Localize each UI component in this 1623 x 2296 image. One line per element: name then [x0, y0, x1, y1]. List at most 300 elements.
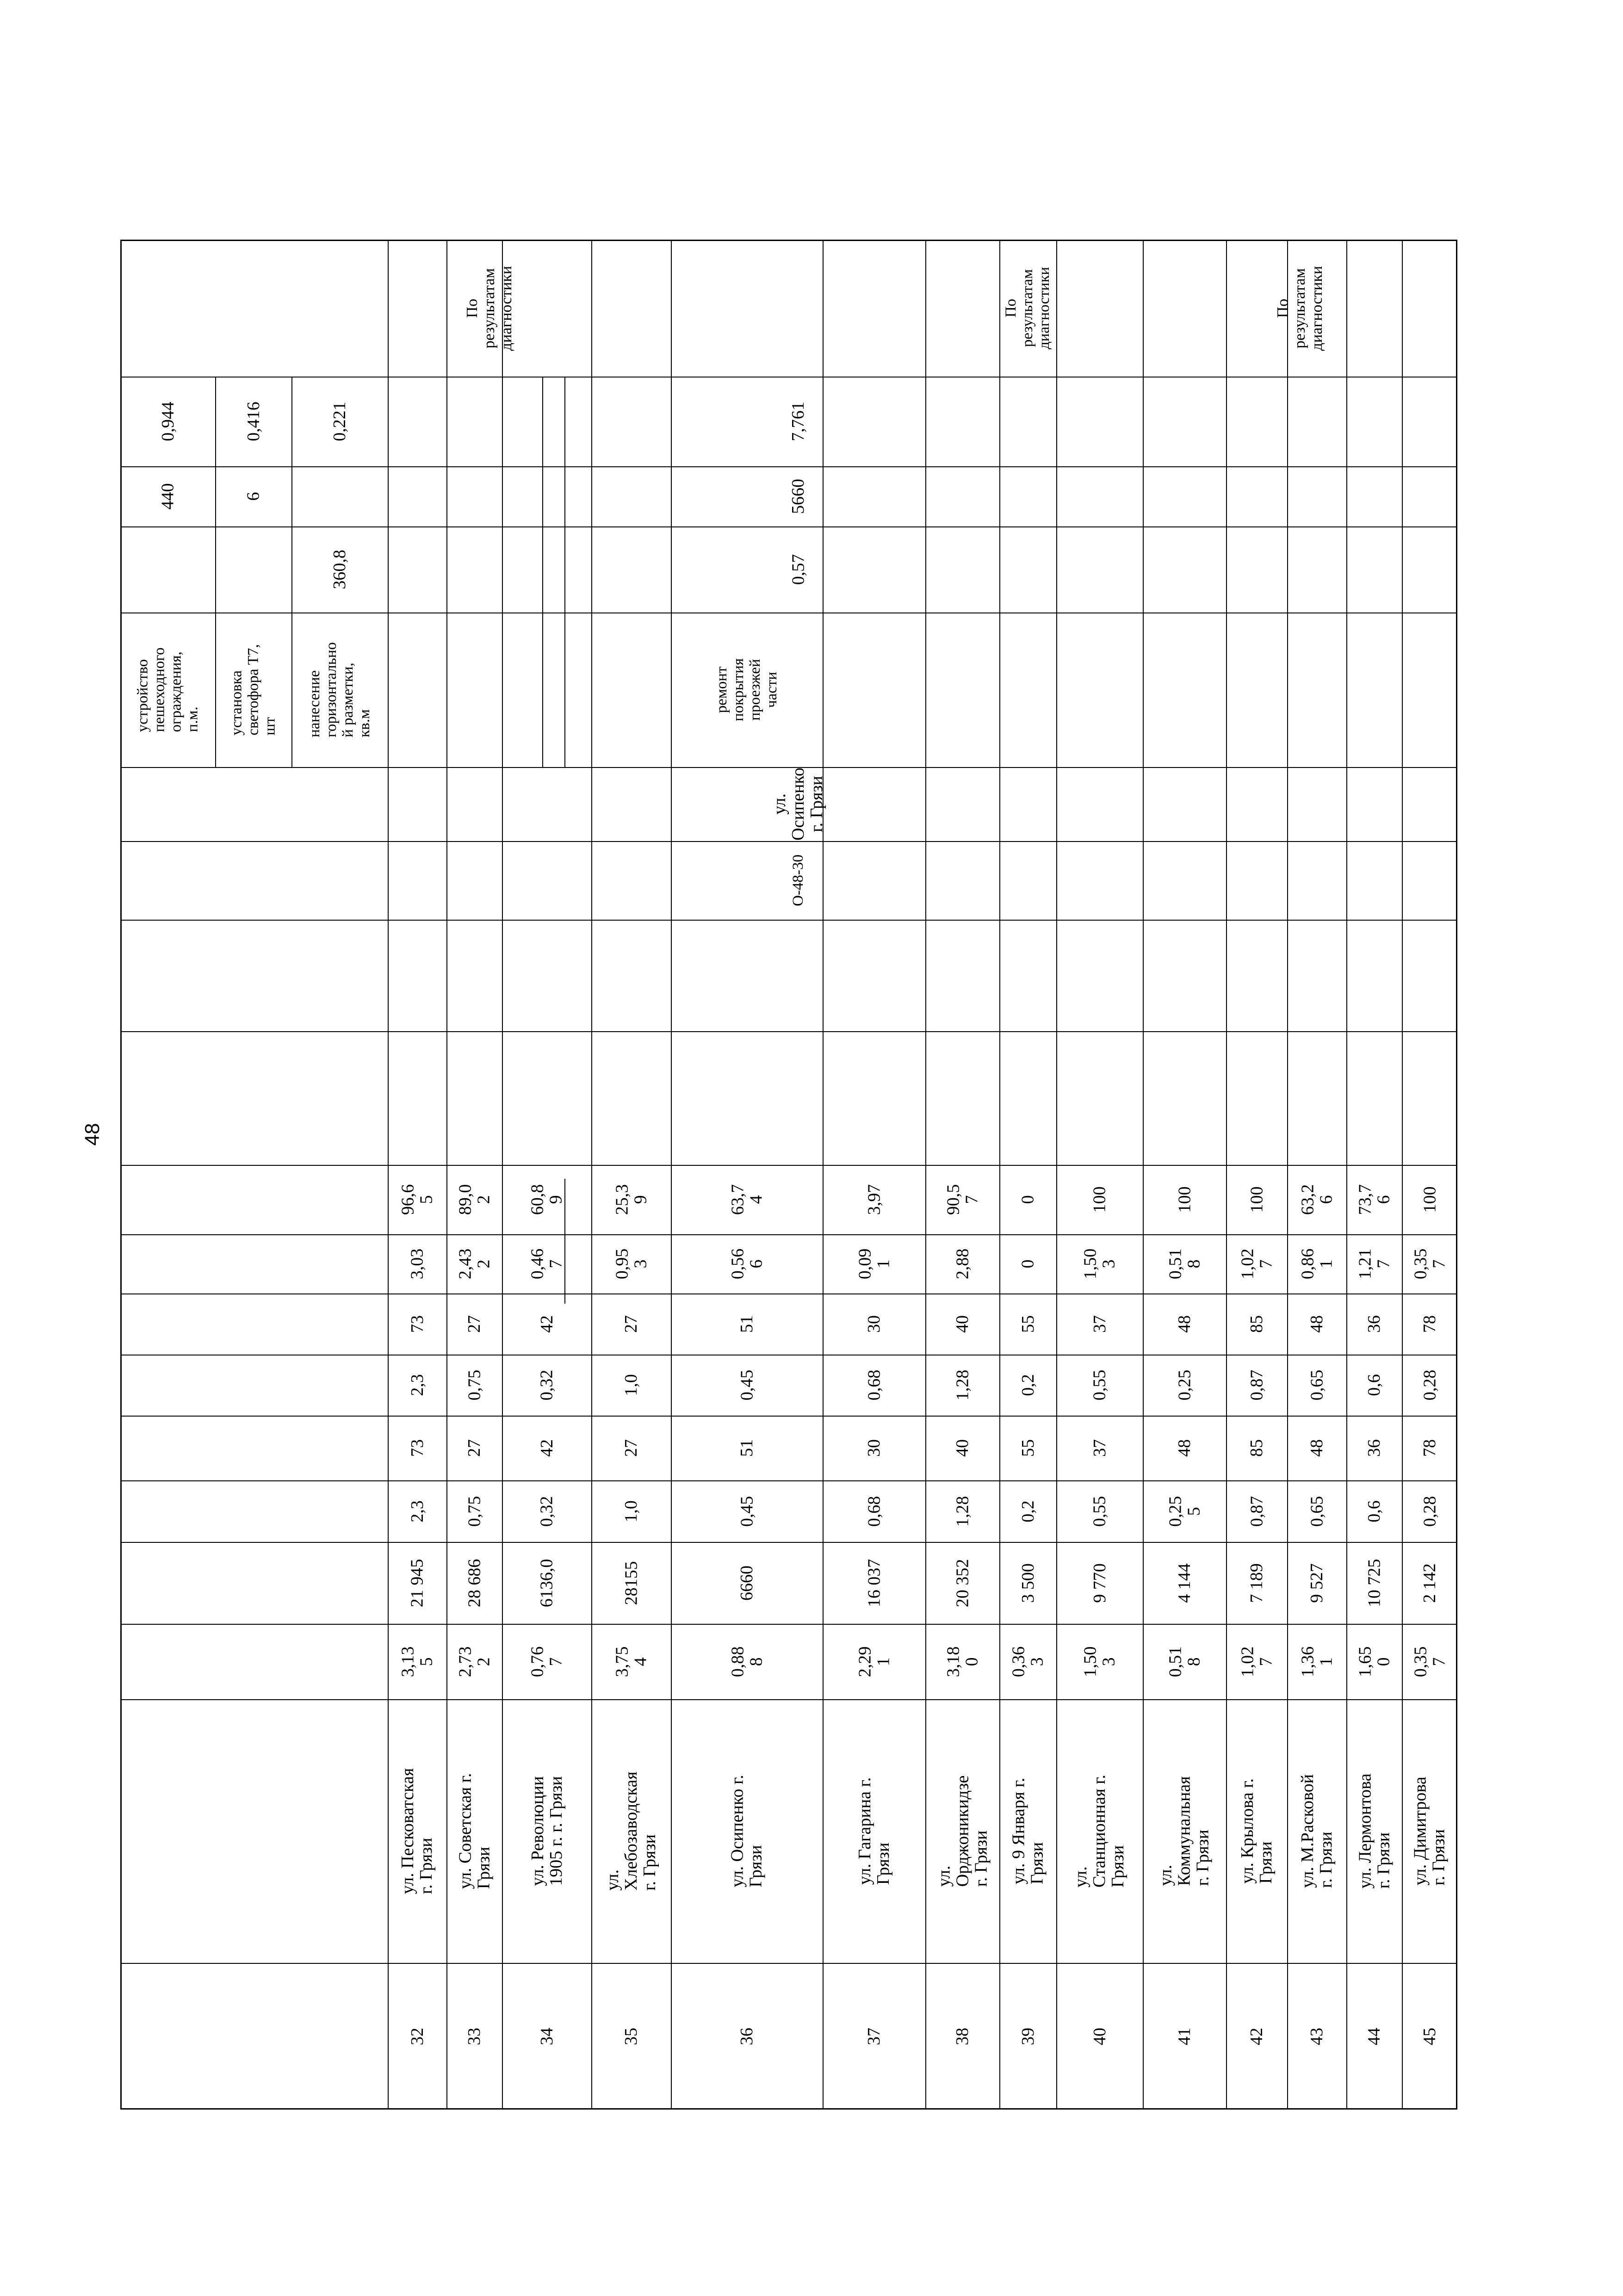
row-45-name	[1402, 1699, 1457, 1963]
row-35-c5	[591, 1234, 671, 1293]
work-qty-2-text: 360,8	[330, 550, 349, 589]
row-37-area-text: 16 037	[864, 1559, 884, 1607]
sub-separator	[542, 377, 543, 767]
row-36-area-text: 6660	[737, 1565, 756, 1601]
row-33-c5-text: 2,43 2	[455, 1248, 493, 1280]
row-43-no-text: 43	[1307, 2027, 1326, 2045]
note-rows-32-34-text: По результатам диагностики	[464, 266, 515, 351]
row-34-c2-text: 42	[537, 1439, 557, 1457]
row-37-c3-text: 0,68	[864, 1369, 884, 1401]
row-41-c5	[1143, 1234, 1226, 1293]
row-32-len-text: 3,13 5	[398, 1646, 436, 1677]
row-42-c4	[1226, 1293, 1287, 1355]
row-39-c2-text: 55	[1018, 1439, 1038, 1457]
row-42-c3-text: 0,87	[1247, 1369, 1266, 1401]
row-38-c1	[925, 1480, 999, 1542]
row-33-c6	[446, 1165, 502, 1234]
row-44-len-text: 1,65 0	[1355, 1646, 1393, 1677]
row-40-c5-text: 1,50 3	[1080, 1248, 1119, 1280]
row-45-c6	[1402, 1165, 1457, 1234]
note-rows-32-34	[388, 240, 591, 377]
row-37-len	[823, 1624, 925, 1699]
row-35-no	[591, 1963, 671, 2110]
row-32-c5-text: 3,03	[407, 1248, 427, 1280]
row-37-area	[823, 1542, 925, 1624]
row-44-c2-text: 36	[1364, 1439, 1384, 1457]
row-45-c1-text: 0,28	[1420, 1496, 1439, 1527]
row-41-c3	[1143, 1355, 1226, 1416]
row-34-c4-text: 42	[537, 1315, 557, 1333]
row-32-c3-text: 2,3	[407, 1374, 427, 1396]
row-42-c6-text: 100	[1247, 1186, 1266, 1213]
row-37-c6-text: 3,97	[864, 1184, 884, 1215]
row-43-area-text: 9 527	[1307, 1563, 1326, 1603]
row-34-c4	[502, 1293, 591, 1355]
row-42-c4-text: 85	[1247, 1315, 1266, 1333]
row-45-c2-text: 78	[1420, 1439, 1439, 1457]
row-35-c4-text: 27	[621, 1315, 641, 1333]
row-37-c1-text: 0,68	[864, 1496, 884, 1527]
row-37-no	[823, 1963, 925, 2110]
row-35-c6	[591, 1165, 671, 1234]
row-34-area	[502, 1542, 591, 1624]
row-44-no	[1346, 1963, 1402, 2110]
row-43-name	[1287, 1699, 1346, 1963]
row-41-c2	[1143, 1416, 1226, 1480]
row-41-c1	[1143, 1480, 1226, 1542]
row-37-len-text: 2,29 1	[855, 1646, 893, 1677]
work-cost-2	[291, 377, 388, 466]
work-cost-1-text: 0,416	[243, 402, 263, 441]
row-45-c1	[1402, 1480, 1457, 1542]
row-34-len-text: 0,76 7	[527, 1646, 566, 1677]
row-38-c2-text: 40	[953, 1439, 972, 1457]
row-38-c3-text: 1,28	[953, 1369, 972, 1401]
row-32-len	[388, 1624, 446, 1699]
row-36-c4-text: 51	[737, 1315, 756, 1333]
row-39-c2	[999, 1416, 1056, 1480]
row-37-name-text: ул. Гагарина г. Грязи	[855, 1777, 893, 1885]
row-39-no	[999, 1963, 1056, 2110]
row-42-area-text: 7 189	[1247, 1563, 1266, 1603]
work-cost-0-text: 0,944	[158, 402, 178, 441]
row-37-name	[823, 1699, 925, 1963]
row-32-name-text: ул. Песковатская г. Грязи	[398, 1768, 436, 1894]
row-45-c5-text: 0,35 7	[1411, 1248, 1449, 1280]
row-40-c6-text: 100	[1090, 1186, 1109, 1213]
work-qty-0-text: 440	[158, 483, 178, 510]
row-42-c6	[1226, 1165, 1287, 1234]
row-42-c1	[1226, 1480, 1287, 1542]
row-40-c2	[1056, 1416, 1143, 1480]
row-33-c1	[446, 1480, 502, 1542]
row-43-c2	[1287, 1416, 1346, 1480]
row-38-no	[925, 1963, 999, 2110]
row-33-area-text: 28 686	[465, 1559, 484, 1607]
row-45-c4	[1402, 1293, 1457, 1355]
row-41-c6-text: 100	[1175, 1186, 1194, 1213]
row-44-area-text: 10 725	[1364, 1559, 1384, 1607]
row-40-c5	[1056, 1234, 1143, 1293]
row-36-c2-text: 51	[737, 1439, 756, 1457]
row-40-c6	[1056, 1165, 1143, 1234]
row-44-c3	[1346, 1355, 1402, 1416]
row-44-c5-text: 1,21 7	[1355, 1248, 1393, 1280]
row-42-c2	[1226, 1416, 1287, 1480]
row-36-c6-text: 63,7 4	[728, 1184, 766, 1215]
row-38-name	[925, 1699, 999, 1963]
row-44-c4	[1346, 1293, 1402, 1355]
row-40-area-text: 9 770	[1090, 1563, 1109, 1603]
row-43-c2-text: 48	[1307, 1439, 1326, 1457]
row-43-area	[1287, 1542, 1346, 1624]
row-44-no-text: 44	[1364, 2027, 1384, 2045]
row-35-area	[591, 1542, 671, 1624]
row-40-c2-text: 37	[1090, 1439, 1109, 1457]
row-32-c3	[388, 1355, 446, 1416]
row-44-c2	[1346, 1416, 1402, 1480]
row-44-c6-text: 73,7 6	[1355, 1184, 1393, 1215]
row-40-c1	[1056, 1480, 1143, 1542]
row-41-c1-text: 0,25 5	[1165, 1496, 1203, 1527]
column-separator	[120, 920, 1457, 921]
row-35-c3	[591, 1355, 671, 1416]
osipenko-code-text: О-48-30	[790, 854, 806, 906]
row-36-c3-text: 0,45	[737, 1369, 756, 1401]
row-35-c5-text: 0,95 3	[612, 1248, 650, 1280]
row-35-c4	[591, 1293, 671, 1355]
row-41-area-text: 4 144	[1175, 1563, 1194, 1603]
row-42-c2-text: 85	[1247, 1439, 1266, 1457]
osipenko-code	[671, 841, 925, 920]
row-34-c5-text: 0,46 7	[527, 1248, 566, 1280]
row-38-c1-text: 1,28	[953, 1496, 972, 1527]
row-42-name-text: ул. Крылова г. Грязи	[1238, 1778, 1276, 1884]
row-40-area	[1056, 1542, 1143, 1624]
row-43-c4	[1287, 1293, 1346, 1355]
row-45-len	[1402, 1624, 1457, 1699]
row-36-c5-text: 0,56 6	[728, 1248, 766, 1280]
row-45-c6-text: 100	[1420, 1186, 1439, 1213]
row-45-no-text: 45	[1420, 2027, 1439, 2045]
row-37-c4	[823, 1293, 925, 1355]
osipenko-area-text: 5660	[788, 479, 808, 514]
row-42-c3	[1226, 1355, 1287, 1416]
row-42-len-text: 1,02 7	[1238, 1646, 1276, 1677]
work-qty-2	[291, 526, 388, 613]
row-43-c6-text: 63,2 6	[1298, 1184, 1336, 1215]
row-34-c1-text: 0,32	[537, 1496, 557, 1527]
row-39-c5-text: 0	[1018, 1259, 1038, 1269]
row-36-c1	[671, 1480, 823, 1542]
row-33-area	[446, 1542, 502, 1624]
row-32-c2	[388, 1416, 446, 1480]
row-39-name-text: ул. 9 Января г. Грязи	[1009, 1777, 1047, 1885]
row-40-no	[1056, 1963, 1143, 2110]
row-32-no	[388, 1963, 446, 2110]
row-41-no	[1143, 1963, 1226, 2110]
row-43-c3	[1287, 1355, 1346, 1416]
row-33-no	[446, 1963, 502, 2110]
row-39-c4-text: 55	[1018, 1315, 1038, 1333]
row-34-c3-text: 0,32	[537, 1369, 557, 1401]
osipenko-street	[671, 767, 925, 841]
row-43-c6	[1287, 1165, 1346, 1234]
osipenko-area	[671, 466, 925, 526]
row-32-c6-text: 96,6 5	[398, 1184, 436, 1215]
row-40-len-text: 1,50 3	[1080, 1646, 1119, 1677]
row-42-area	[1226, 1542, 1287, 1624]
row-41-no-text: 41	[1175, 2027, 1194, 2045]
row-39-area	[999, 1542, 1056, 1624]
row-34-c1	[502, 1480, 591, 1542]
row-34-c6-text: 60,8 9	[527, 1184, 566, 1215]
row-37-c1	[823, 1480, 925, 1542]
row-38-c4	[925, 1293, 999, 1355]
osipenko-work	[671, 613, 823, 767]
sub-separator	[564, 377, 565, 767]
row-44-c6	[1346, 1165, 1402, 1234]
work-cost-1	[215, 377, 291, 466]
row-38-c5	[925, 1234, 999, 1293]
work-label-1	[215, 613, 291, 767]
work-label-0-text: устройство пешеходного ограждения, п.м.	[134, 647, 201, 732]
row-34-name-text: ул. Революции 1905 г. г. Грязи	[527, 1776, 566, 1886]
note-rows-40-45	[1143, 240, 1457, 377]
row-42-no	[1226, 1963, 1287, 2110]
row-32-c4-text: 73	[407, 1315, 427, 1333]
row-33-name	[446, 1699, 502, 1963]
row-35-no-text: 35	[621, 2027, 641, 2045]
osipenko-length	[671, 526, 925, 613]
row-45-len-text: 0,35 7	[1411, 1646, 1449, 1677]
row-33-c6-text: 89,0 2	[455, 1184, 493, 1215]
row-41-name-text: ул. Коммунальная г. Грязи	[1156, 1776, 1213, 1886]
row-42-no-text: 42	[1247, 2027, 1266, 2045]
work-cost-2-text: 0,221	[330, 402, 349, 441]
row-34-c5	[502, 1234, 591, 1293]
row-34-len	[502, 1624, 591, 1699]
row-44-len	[1346, 1624, 1402, 1699]
row-34-c2	[502, 1416, 591, 1480]
row-35-name-text: ул. Хлебозаводская г. Грязи	[603, 1771, 660, 1891]
row-32-c6	[388, 1165, 446, 1234]
row-38-c5-text: 2,88	[953, 1248, 972, 1280]
row-43-c5-text: 0,86 1	[1298, 1248, 1336, 1280]
row-43-c1	[1287, 1480, 1346, 1542]
row-39-len	[999, 1624, 1056, 1699]
row-34-no	[502, 1963, 591, 2110]
row-32-no-text: 32	[407, 2027, 427, 2045]
row-33-c3-text: 0,75	[465, 1369, 484, 1401]
row-32-c1-text: 2,3	[407, 1500, 427, 1522]
row-40-name-text: ул. Станционная г. Грязи	[1071, 1774, 1128, 1888]
row-43-c3-text: 0,65	[1307, 1369, 1326, 1401]
row-42-c5	[1226, 1234, 1287, 1293]
row-44-c4-text: 36	[1364, 1315, 1384, 1333]
row-39-name	[999, 1699, 1056, 1963]
row-33-name-text: ул. Советская г. Грязи	[455, 1773, 494, 1889]
row-33-c3	[446, 1355, 502, 1416]
row-45-c4-text: 78	[1420, 1315, 1439, 1333]
row-40-c3-text: 0,55	[1090, 1369, 1109, 1401]
row-32-c2-text: 73	[407, 1439, 427, 1457]
row-36-len	[671, 1624, 823, 1699]
row-36-c4	[671, 1293, 823, 1355]
row-38-c6-text: 90,5 7	[943, 1184, 981, 1215]
row-39-area-text: 3 500	[1018, 1563, 1038, 1603]
row-39-c5	[999, 1234, 1056, 1293]
osipenko-cost	[671, 377, 925, 466]
row-42-c5-text: 1,02 7	[1238, 1248, 1276, 1280]
note-row-38-text: По результатам диагностики	[1003, 266, 1053, 350]
row-39-len-text: 0,36 3	[1009, 1646, 1047, 1677]
row-37-c3	[823, 1355, 925, 1416]
row-39-no-text: 39	[1018, 2027, 1038, 2045]
row-36-area	[671, 1542, 823, 1624]
row-35-c6-text: 25,3 9	[612, 1184, 650, 1215]
row-33-c2	[446, 1416, 502, 1480]
row-41-c3-text: 0,25	[1175, 1369, 1194, 1401]
osipenko-length-text: 0,57	[788, 554, 808, 585]
work-qty-1	[215, 466, 291, 526]
row-42-name	[1226, 1699, 1287, 1963]
row-45-c5	[1402, 1234, 1457, 1293]
row-32-c1	[388, 1480, 446, 1542]
row-36-name-text: ул. Осипенко г. Грязи	[728, 1775, 766, 1888]
row-35-c2-text: 27	[621, 1439, 641, 1457]
row-38-c4-text: 40	[953, 1315, 972, 1333]
row-36-c2	[671, 1416, 823, 1480]
row-32-name	[388, 1699, 446, 1963]
row-32-c4	[388, 1293, 446, 1355]
row-38-c6	[925, 1165, 999, 1234]
osipenko-street-text: ул. Осипенко г. Грязи	[770, 767, 826, 841]
row-40-len	[1056, 1624, 1143, 1699]
row-40-c3	[1056, 1355, 1143, 1416]
row-35-c2	[591, 1416, 671, 1480]
row-41-c4-text: 48	[1175, 1315, 1194, 1333]
row-37-no-text: 37	[864, 2027, 884, 2045]
row-35-len-text: 3,75 4	[612, 1646, 650, 1677]
row-44-area	[1346, 1542, 1402, 1624]
row-34-c6	[502, 1165, 591, 1234]
row-32-area	[388, 1542, 446, 1624]
row-35-area-text: 28155	[621, 1561, 641, 1605]
row-35-c1	[591, 1480, 671, 1542]
row-36-c6	[671, 1165, 823, 1234]
row-41-area	[1143, 1542, 1226, 1624]
osipenko-work-text: ремонт покрытия проезжей части	[713, 658, 780, 722]
row-44-c1-text: 0,6	[1364, 1500, 1384, 1522]
row-45-area	[1402, 1542, 1457, 1624]
row-43-c4-text: 48	[1307, 1315, 1326, 1333]
row-41-len	[1143, 1624, 1226, 1699]
row-41-len-text: 0,51 8	[1165, 1646, 1203, 1677]
row-40-name	[1056, 1699, 1143, 1963]
work-cost-0	[120, 377, 215, 466]
row-45-c3	[1402, 1355, 1457, 1416]
row-45-area-text: 2 142	[1420, 1563, 1439, 1603]
row-38-area	[925, 1542, 999, 1624]
row-44-name-text: ул. Лермонтова г. Грязи	[1355, 1773, 1393, 1889]
row-45-no	[1402, 1963, 1457, 2110]
row-33-c2-text: 27	[465, 1439, 484, 1457]
row-34-area-text: 6136,0	[537, 1559, 557, 1607]
row-32-c5	[388, 1234, 446, 1293]
row-34-name	[502, 1699, 591, 1963]
row-44-name	[1346, 1699, 1402, 1963]
row-33-c1-text: 0,75	[465, 1496, 484, 1527]
row-35-c1-text: 1,0	[621, 1500, 641, 1522]
row-33-len-text: 2,73 2	[455, 1646, 493, 1677]
note-rows-40-45-text: По результатам диагностики	[1274, 266, 1326, 351]
row-36-c1-text: 0,45	[737, 1496, 756, 1527]
row-36-c3	[671, 1355, 823, 1416]
row-38-name-text: ул. Орджоникидзе г. Грязи	[934, 1775, 991, 1887]
rotated-table	[120, 240, 1457, 2110]
work-qty-0	[120, 466, 215, 526]
row-41-name	[1143, 1699, 1226, 1963]
osipenko-cost-text: 7,761	[788, 402, 808, 441]
work-label-1-text: установка светофора Т7, шт	[228, 644, 279, 736]
row-41-c4	[1143, 1293, 1226, 1355]
row-43-c5	[1287, 1234, 1346, 1293]
row-37-c2-text: 30	[864, 1439, 884, 1457]
row-33-c5	[446, 1234, 502, 1293]
row-43-no	[1287, 1963, 1346, 2110]
row-39-c1	[999, 1480, 1056, 1542]
row-41-c6	[1143, 1165, 1226, 1234]
row-37-c5-text: 0,09 1	[855, 1248, 893, 1280]
row-40-no-text: 40	[1090, 2027, 1109, 2045]
row-40-c4	[1056, 1293, 1143, 1355]
row-45-name-text: ул. Димитрова г. Грязи	[1411, 1776, 1449, 1886]
row-36-name	[671, 1699, 823, 1963]
work-label-2-text: нанесение горизонтально й разметки, кв.м	[306, 642, 373, 737]
note-row-38	[999, 240, 1056, 377]
row-44-c5	[1346, 1234, 1402, 1293]
row-43-name-text: ул. М.Расковой г. Грязи	[1298, 1774, 1336, 1888]
row-39-c6-text: 0	[1018, 1195, 1038, 1204]
row-34-no-text: 34	[537, 2027, 557, 2045]
row-43-len-text: 1,36 1	[1298, 1646, 1336, 1677]
row-39-c3-text: 0,2	[1018, 1374, 1038, 1396]
row-39-c4	[999, 1293, 1056, 1355]
row-38-len-text: 3,18 0	[943, 1646, 981, 1677]
row-34-c3	[502, 1355, 591, 1416]
row-45-c3-text: 0,28	[1420, 1369, 1439, 1401]
row-45-c2	[1402, 1416, 1457, 1480]
row-37-c6	[823, 1165, 925, 1234]
row-37-c5	[823, 1234, 925, 1293]
row-32-area-text: 21 945	[407, 1559, 427, 1607]
row-35-c3-text: 1,0	[621, 1374, 641, 1396]
row-36-no	[671, 1963, 823, 2110]
row-38-c3	[925, 1355, 999, 1416]
row-36-no-text: 36	[737, 2027, 756, 2045]
row-36-len-text: 0,88 8	[728, 1646, 766, 1677]
work-label-2	[291, 613, 388, 767]
row-38-c2	[925, 1416, 999, 1480]
row-36-c5	[671, 1234, 823, 1293]
row-44-c3-text: 0,6	[1364, 1374, 1384, 1396]
row-35-len	[591, 1624, 671, 1699]
row-35-name	[591, 1699, 671, 1963]
row-33-len	[446, 1624, 502, 1699]
row-33-c4	[446, 1293, 502, 1355]
row-40-c4-text: 37	[1090, 1315, 1109, 1333]
